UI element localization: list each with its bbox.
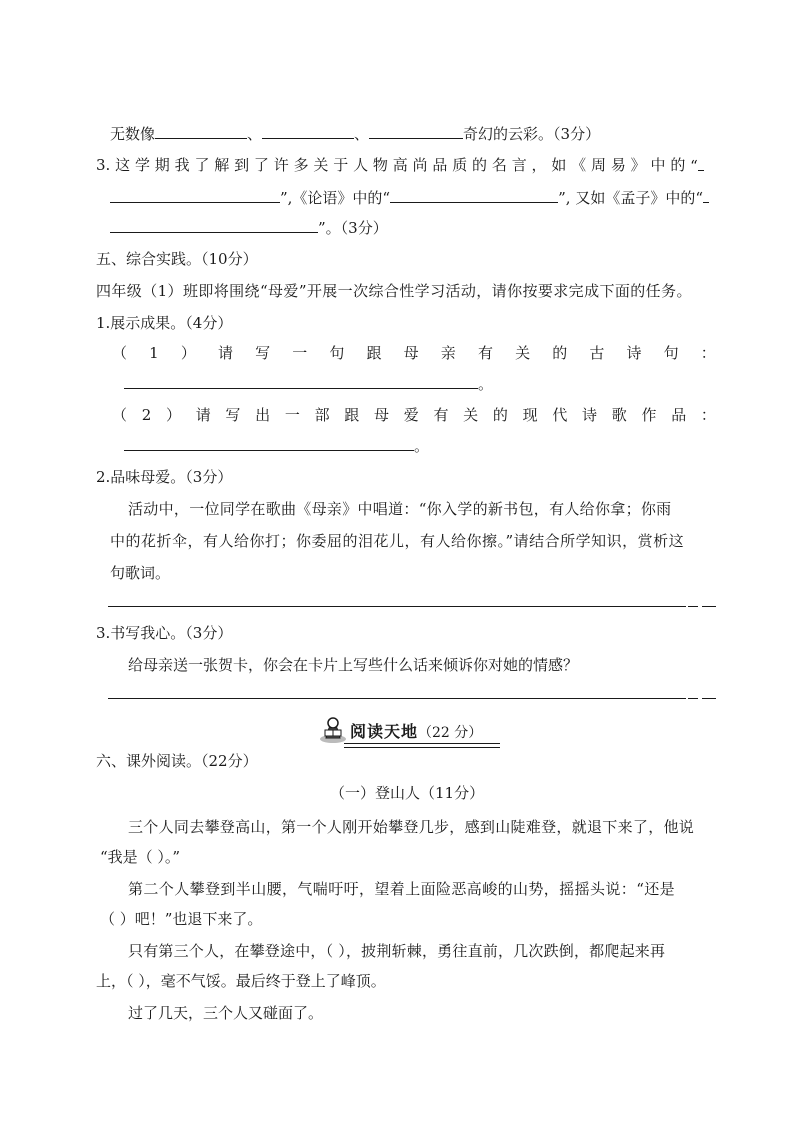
task3-answer-rule-tail [702,698,716,699]
task1-item2-char: 跟 [344,406,360,424]
task1-item2-char: ： [700,406,716,424]
q4-3-line1-char: 高 [392,156,408,174]
task1-item1-char: 1 [149,344,159,362]
q4-3-line3-end: ”。（3分） [318,219,388,237]
task1-item2-char: 写 [225,406,241,424]
task1-item1-char: 关 [515,344,531,362]
task1-item2-char: 出 [255,406,271,424]
task1-item2-char: 歌 [611,406,627,424]
passage-p4-line1: 过了几天，三个人又碰面了。 [128,1004,324,1022]
passage-p2-line1: 第二个人攀登到半山腰，气喘吁吁，望着上面险恶高峻的山势，摇摇头说：“还是 [128,880,676,898]
task1-item1-char: 写 [255,344,271,362]
task1-item1-char: 有 [477,344,493,362]
task1-item2-char: 有 [433,406,449,424]
answer-blank[interactable] [369,122,463,139]
q4-3-line1-char: 如 [551,156,567,174]
q4-3-line1-char: 到 [234,156,250,174]
answer-blank[interactable] [124,434,414,451]
q4-3-line1-char: 了 [253,156,269,174]
q4-3-line1-char: 尚 [412,156,428,174]
answer-blank[interactable] [124,372,478,389]
task1-item2-char: 母 [374,406,390,424]
task3-answer-rule[interactable] [108,698,686,699]
task1-item1-char: 亲 [440,344,456,362]
task2-answer-rule[interactable] [108,606,686,607]
q4-3-tail-start: 无数像 [110,125,156,143]
q4-3-line1-char: 周 [591,156,607,174]
task3-answer-rule-tail [688,698,698,699]
task2-answer-rule-tail [702,606,716,607]
task2-para-line1: 活动中，一位同学在歌曲《母亲》中唱道：“你入学的新书包，有人给你拿；你雨 [128,500,672,518]
reading-section-banner [318,716,500,746]
q4-3-line1-char: 3. [96,156,111,174]
task1-item2-char: 2 [141,406,152,424]
task1-item2-char: 作 [641,406,657,424]
task2-para-line2: 中的花折伞，有人给你打；你委屈的泪花儿，有人给你擦。”请结合所学知识，赏析这 [110,532,685,550]
q4-3-tail-line [110,122,600,145]
answer-blank[interactable] [155,122,247,139]
answer-blank[interactable] [390,186,558,203]
q4-3-line1-char: 期 [154,156,170,174]
answer-blank[interactable] [703,186,709,203]
section5-heading: 五、综合实践。（10分） [96,250,258,268]
q4-3-line1-char: 人 [353,156,369,174]
q4-3-line1-char: 我 [174,156,190,174]
task1-item2-prompt [112,404,716,426]
task1-item1-end: 。 [478,375,494,393]
task1-item2-char: 一 [284,406,300,424]
task1-item1-char: 母 [403,344,419,362]
q4-3-line1-char: 学 [134,156,150,174]
task1-item2-char: 关 [463,406,479,424]
task1-item2-char: 的 [492,406,508,424]
answer-blank[interactable] [262,122,354,139]
q4-3-line1-char: 解 [214,156,230,174]
passage-p1-line2: “我是（ ）。” [100,848,181,866]
q4-3-line2 [110,186,709,209]
task1-item2-char: ） [165,406,181,424]
task1-item1-char: 一 [292,344,308,362]
answer-blank[interactable] [110,186,280,203]
task1-item1-char: 请 [217,344,233,362]
q4-3-line1-char: 多 [293,156,309,174]
q4-3-line1 [96,154,704,177]
passage-p3-line1: 只有第三个人，在攀登途中，（ ），披荆斩棘，勇往直前，几次跌倒，都爬起来再 [128,942,666,960]
q4-3-line1-char: 许 [273,156,289,174]
q4-3-line1-char: “ [690,154,704,177]
q4-3-line1-char: 这 [115,156,131,174]
task1-item1-prompt [112,342,716,364]
task1-item1-char: 句 [329,344,345,362]
q4-3-tail-end: 奇幻的云彩。（3分） [463,125,601,143]
q4-3-line1-char: 品 [432,156,448,174]
banner-title-text: 阅读天地 [350,722,419,741]
task1-item1-char: 古 [589,344,605,362]
q4-3-line1-char: 中 [650,156,666,174]
banner-underline [344,743,500,748]
task3-prompt: 给母亲送一张贺卡，你会在卡片上写些什么话来倾诉你对她的情感？ [128,656,579,674]
task1-item2-char: 诗 [582,406,598,424]
task1-item1-char: 的 [552,344,568,362]
q4-3-line2-b: ”, 又如《孟子》中的“ [558,189,703,207]
task1-item2-end: 。 [414,437,430,455]
answer-blank[interactable] [110,216,318,233]
section6-heading: 六、课外阅读。（22分） [96,752,258,770]
task1-item2-char: 爱 [403,406,419,424]
q4-3-line1-char: 于 [333,156,349,174]
passage-title: （一）登山人（11分） [330,784,485,802]
task1-item1-char: 跟 [366,344,382,362]
task1-item1-char: ） [180,344,196,362]
task1-item2-char: （ [112,406,128,424]
q4-3-line3 [110,216,388,239]
q4-3-line1-char: 的 [670,156,686,174]
task1-item2-char: 代 [552,406,568,424]
passage-p3-line2: 上，（ ），毫不气馁。最后终于登上了峰顶。 [96,972,386,990]
task1-item2-char: 请 [195,406,211,424]
q4-3-line1-char: ， [531,156,547,174]
q4-3-line1-char: 》 [630,156,646,174]
banner-score: （22 分） [418,725,483,741]
q4-3-line1-char: 《 [571,156,587,174]
q4-3-line1-char: 言 [511,156,527,174]
task1-item2-char: 部 [314,406,330,424]
task1-item1-char: 诗 [626,344,642,362]
q4-3-line1-char: 关 [313,156,329,174]
answer-blank[interactable] [698,154,704,171]
task2-title: 2.品味母爱。（3分） [96,468,233,486]
task3-title: 3.书写我心。（3分） [96,624,233,642]
task2-para-line3: 句歌词。 [110,564,171,582]
task1-title: 1.展示成果。（4分） [96,314,233,332]
q4-3-line1-char: 易 [610,156,626,174]
task2-answer-rule-tail [688,606,698,607]
passage-p1-line1: 三个人同去攀登高山，第一个人刚开始攀登几步，感到山陡难登，就退下来了，他说 [128,818,695,836]
q4-3-tail-sep1: 、 [247,125,263,143]
passage-p2-line2: （ ）吧！”也退下来了。 [100,910,263,928]
section5-intro: 四年级（1）班即将围绕“母爱”开展一次综合性学习活动，请你按要求完成下面的任务。 [96,282,692,300]
q4-3-line1-char: 物 [372,156,388,174]
q4-3-line1-char: 名 [491,156,507,174]
banner-title [350,719,482,742]
q4-3-line1-char: 了 [194,156,210,174]
task1-item1-char: 句 [663,344,679,362]
task1-item2-char: 现 [522,406,538,424]
task1-item2-answer-line [124,434,429,457]
q4-3-tail-sep2: 、 [354,125,370,143]
task1-item1-char: ： [700,344,716,362]
task1-item1-answer-line [124,372,493,395]
q4-3-line2-a: ”,《论语》中的“ [280,189,391,207]
q4-3-line1-char: 的 [472,156,488,174]
q4-3-line1-char: 质 [452,156,468,174]
task1-item2-char: 品 [671,406,687,424]
reading-person-icon [318,716,348,744]
task1-item1-char: （ [112,344,128,362]
